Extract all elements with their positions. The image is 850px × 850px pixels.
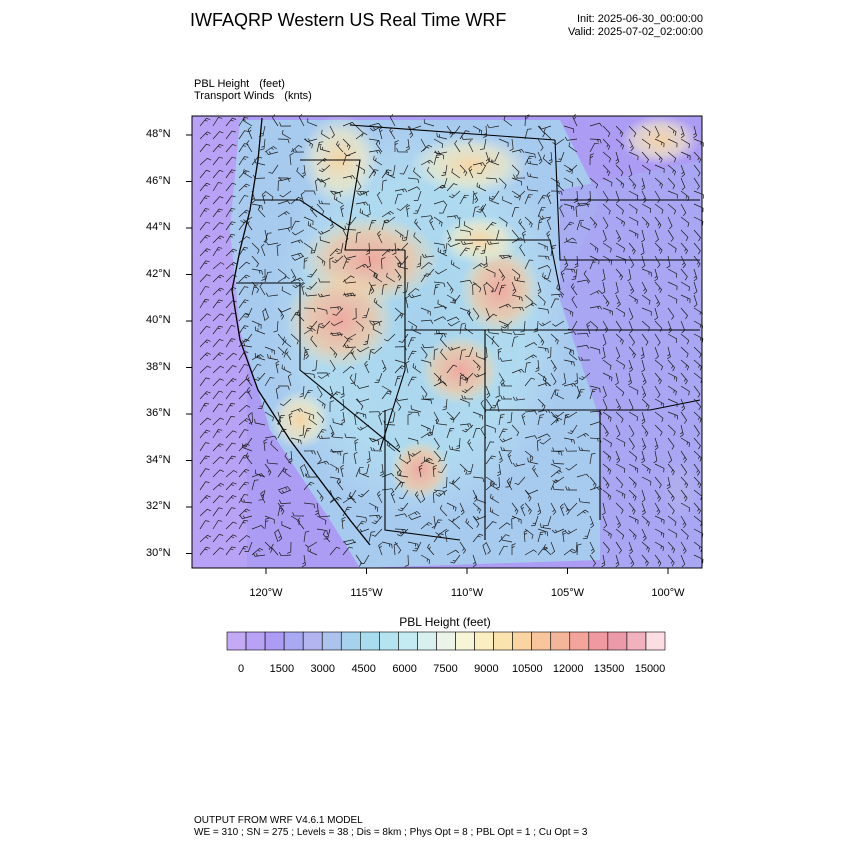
latitude-label: 34°N	[146, 453, 171, 466]
wind-label: Transport Winds	[194, 90, 275, 102]
colorbar-swatch	[398, 632, 417, 650]
longitude-label: 110°W	[450, 587, 484, 599]
colorbar-swatch	[341, 632, 360, 650]
latitude-label: 30°N	[146, 546, 171, 559]
colorbar-tick-label: 12000	[552, 663, 584, 675]
colorbar-tick-label: 0	[237, 663, 245, 675]
colorbar-tick-label: 7500	[433, 663, 458, 675]
colorbar-tick-label: 15000	[634, 663, 666, 675]
colorbar-swatch	[360, 632, 379, 650]
wind-unit: (knts)	[284, 90, 312, 102]
colorbar-swatch	[303, 632, 322, 650]
colorbar-swatch	[246, 632, 265, 650]
colorbar	[227, 632, 665, 650]
colorbar-swatch	[646, 632, 665, 650]
colorbar-swatch	[532, 632, 551, 650]
latitude-label: 32°N	[146, 500, 171, 512]
model-info: OUTPUT FROM WRF V4.6.1 MODEL	[194, 815, 363, 826]
colorbar-tick-label: 9000	[474, 663, 499, 675]
colorbar-swatch	[551, 632, 570, 650]
field-unit: (feet)	[259, 78, 285, 90]
valid-time: Valid: 2025-07-02_02:00:00	[568, 26, 703, 38]
latitude-label: 44°N	[146, 221, 171, 233]
colorbar-swatch	[494, 632, 513, 650]
colorbar-swatch	[322, 632, 341, 650]
map-field	[192, 115, 702, 568]
colorbar-swatch	[475, 632, 494, 650]
colorbar-tick-label: 1500	[269, 663, 295, 675]
latitude-label: 48°N	[146, 128, 171, 140]
colorbar-swatch	[627, 632, 646, 650]
init-time: Init: 2025-06-30_00:00:00	[577, 13, 703, 25]
latitude-label: 36°N	[146, 407, 171, 419]
chart-title: IWFAQRP Western US Real Time WRF	[190, 10, 507, 30]
colorbar-tick-label: 10500	[512, 663, 543, 675]
colorbar-swatch	[608, 632, 627, 650]
hot-region	[420, 335, 500, 405]
latitude-label: 40°N	[146, 314, 171, 326]
longitude-label: 120°W	[249, 587, 283, 599]
colorbar-tick-label: 4500	[351, 663, 376, 675]
field-label: PBL Height	[194, 78, 250, 90]
colorbar-title: PBL Height (feet)	[399, 615, 491, 629]
longitude-label: 115°W	[350, 587, 383, 599]
colorbar-tick-label: 13500	[593, 663, 625, 675]
colorbar-swatch	[570, 632, 589, 650]
colorbar-tick-label: 6000	[392, 663, 417, 675]
latitude-label: 42°N	[146, 267, 171, 280]
colorbar-swatch	[456, 632, 475, 650]
colorbar-swatch	[284, 632, 303, 650]
colorbar-swatch	[227, 632, 246, 650]
colorbar-swatch	[589, 632, 608, 650]
colorbar-tick-label: 3000	[310, 663, 336, 675]
longitude-label: 105°W	[550, 587, 585, 599]
colorbar-swatch	[265, 632, 284, 650]
colorbar-swatch	[417, 632, 436, 650]
longitude-label: 100°W	[651, 587, 685, 599]
colorbar-swatch	[436, 632, 455, 650]
footer	[194, 815, 587, 839]
latitude-label: 38°N	[146, 360, 171, 373]
colorbar-swatch	[379, 632, 398, 650]
colorbar-swatch	[513, 632, 532, 650]
latitude-label: 46°N	[146, 174, 171, 187]
model-config: WE = 310 ; SN = 275 ; Levels = 38 ; Dis = 8km ; Phys Opt = 8 ; PBL Opt = 1 ; Cu Opt = 3	[194, 827, 588, 838]
